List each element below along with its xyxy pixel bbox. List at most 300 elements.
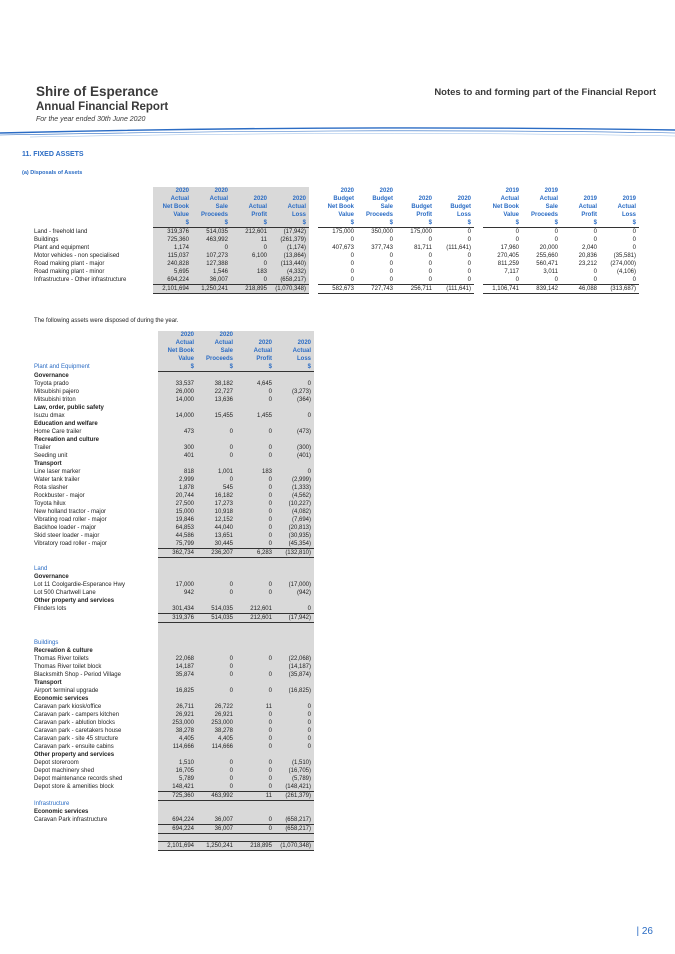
detail-row-label: Blacksmith Shop - Period Village — [34, 671, 121, 678]
detail-row-label: Depot store & amenities block — [34, 783, 114, 790]
detail-value-cell: 44,040 — [197, 524, 236, 532]
detail-value-cell: 0 — [197, 783, 236, 792]
detail-subcategory-row — [34, 404, 314, 412]
summary-header-cell: Actual — [578, 204, 597, 210]
report-title: Shire of Esperance — [36, 84, 159, 99]
detail-value-cell: (4,082) — [275, 508, 314, 516]
detail-spacer-row — [34, 623, 314, 631]
detail-row — [34, 663, 314, 671]
detail-value-cell: 0 — [236, 719, 275, 727]
detail-row-label: Backhoe loader - major — [34, 524, 97, 531]
detail-category-label: Land — [34, 566, 48, 572]
detail-subcategory-row — [34, 420, 314, 428]
summary-value-cell: (17,942) — [270, 228, 309, 237]
detail-empty-cell — [236, 679, 275, 687]
detail-row-label: Vibratory road roller - major — [34, 540, 107, 547]
summary-value-cell: 0 — [389, 253, 393, 259]
detail-empty-cell — [236, 597, 275, 605]
summary-value-cell: 0 — [554, 237, 558, 243]
detail-row-label: Depot machinery shed — [34, 767, 95, 774]
summary-header-row — [34, 187, 639, 195]
detail-subtotal-cell: 236,207 — [197, 548, 236, 557]
summary-header-cell: 2020 — [340, 188, 354, 194]
detail-spacer-cell — [197, 623, 236, 631]
column-gap — [309, 228, 318, 237]
column-gap — [309, 219, 318, 228]
column-gap — [474, 260, 483, 268]
detail-value-cell: 114,666 — [197, 743, 236, 751]
detail-value-cell: 1,878 — [158, 484, 197, 492]
detail-value-cell: 0 — [236, 500, 275, 508]
detail-header-cell — [275, 331, 314, 339]
detail-row-label: Lot 11 Coolgardie-Esperance Hwy — [34, 582, 125, 588]
detail-empty-cell — [158, 647, 197, 655]
detail-row — [34, 581, 314, 589]
summary-value-cell: (1,174) — [270, 244, 309, 252]
detail-row-label: Toyota hilux — [34, 500, 66, 507]
detail-empty-cell — [236, 751, 275, 759]
detail-subtotal-row — [34, 548, 314, 557]
detail-spacer-cell — [275, 631, 314, 639]
detail-subtotal-cell: 725,360 — [158, 791, 197, 800]
summary-value-cell: (13,864) — [270, 252, 309, 260]
summary-value-cell: 0 — [350, 261, 354, 267]
summary-value-cell: 256,711 — [396, 285, 435, 294]
summary-header-cell: Actual — [192, 195, 231, 203]
detail-header-cell: 2020 — [236, 339, 275, 347]
detail-value-cell: 0 — [236, 476, 275, 484]
detail-empty-cell — [158, 420, 197, 428]
report-subtitle: Annual Financial Report — [36, 101, 169, 113]
detail-header-cell: Actual — [275, 347, 314, 355]
detail-header-cell — [236, 331, 275, 339]
summary-unit-cell: $ — [318, 219, 357, 228]
detail-subtotal-cell: 36,007 — [197, 825, 236, 834]
detail-value-cell: (2,999) — [275, 476, 314, 484]
detail-value-cell: 0 — [236, 759, 275, 767]
detail-row — [34, 468, 314, 476]
detail-value-cell: 14,000 — [158, 396, 197, 404]
detail-value-cell: 0 — [275, 380, 314, 388]
detail-value-cell: 26,921 — [197, 711, 236, 719]
detail-value-cell: 0 — [197, 759, 236, 767]
detail-empty-cell — [197, 436, 236, 444]
detail-value-cell: 38,182 — [197, 380, 236, 388]
detail-subcategory-label: Economic services — [34, 809, 89, 815]
detail-spacer-cell — [236, 834, 275, 842]
detail-spacer-cell — [158, 623, 197, 631]
detail-value-cell: 10,918 — [197, 508, 236, 516]
summary-value-cell: 46,088 — [561, 285, 600, 294]
summary-unit-cell: $ — [435, 219, 474, 228]
summary-header-cell: Value — [338, 212, 354, 218]
summary-header-blank — [34, 195, 153, 203]
detail-value-cell: 0 — [275, 703, 314, 711]
column-gap — [309, 285, 318, 294]
detail-value-cell: 2,999 — [158, 476, 197, 484]
column-gap — [474, 285, 483, 294]
summary-value-cell: 270,405 — [497, 253, 519, 259]
detail-spacer-cell — [236, 623, 275, 631]
detail-value-cell: 0 — [236, 484, 275, 492]
detail-empty-cell — [158, 573, 197, 581]
detail-row-label: Home Care trailer — [34, 428, 82, 435]
detail-header-row — [34, 355, 314, 363]
detail-value-cell: 473 — [158, 428, 197, 436]
section-subtitle: (a) Disposals of Assets — [22, 170, 83, 176]
detail-value-cell: 15,455 — [197, 412, 236, 420]
detail-value-cell: (1,510) — [275, 759, 314, 767]
summary-value-cell: 3,011 — [543, 269, 558, 275]
detail-spacer-row — [34, 834, 314, 842]
summary-header-cell: 2020 — [457, 196, 471, 202]
detail-header-cell: Actual — [158, 339, 197, 347]
detail-empty-cell — [275, 808, 314, 816]
summary-value-cell: 560,471 — [536, 261, 558, 267]
detail-empty-cell — [197, 404, 236, 412]
detail-spacer-cell — [34, 557, 158, 565]
detail-empty-cell — [158, 404, 197, 412]
summary-value-cell: 0 — [515, 229, 519, 235]
detail-value-cell: (3,273) — [275, 388, 314, 396]
column-gap — [474, 203, 483, 211]
summary-header-cell — [600, 187, 639, 195]
summary-header-cell: Proceeds — [192, 211, 231, 219]
summary-value-cell: 0 — [428, 261, 432, 267]
detail-value-cell: 4,405 — [197, 735, 236, 743]
detail-row-label: Vibrating road roller - major — [34, 516, 107, 523]
detail-value-cell: (942) — [275, 589, 314, 597]
detail-value-cell: (473) — [275, 428, 314, 436]
summary-value-cell: 0 — [428, 277, 432, 283]
detail-value-cell: 545 — [197, 484, 236, 492]
summary-value-cell: 0 — [350, 277, 354, 283]
detail-value-cell: 114,666 — [158, 743, 197, 751]
detail-spacer-cell — [197, 557, 236, 565]
summary-value-cell: 0 — [593, 269, 597, 275]
summary-row-label: Infrastructure - Other infrastructure — [34, 277, 127, 284]
summary-header-cell — [435, 187, 474, 195]
detail-header-blank — [34, 331, 158, 339]
detail-value-cell: 0 — [236, 589, 275, 597]
detail-subtotal-cell: 463,992 — [197, 791, 236, 800]
detail-subtotal-row — [34, 825, 314, 834]
detail-spacer-cell — [34, 834, 158, 842]
detail-value-cell: (35,874) — [275, 671, 314, 679]
detail-row — [34, 412, 314, 420]
summary-header-cell — [231, 187, 270, 195]
detail-category-label: Infrastructure — [34, 801, 70, 807]
detail-row — [34, 500, 314, 508]
summary-value-cell: 212,601 — [231, 228, 270, 237]
summary-value-cell: 7,117 — [504, 269, 519, 275]
summary-value-cell: 183 — [231, 268, 270, 276]
summary-unit-cell: $ — [153, 219, 192, 228]
summary-value-cell: 0 — [389, 261, 393, 267]
detail-subcategory-row — [34, 808, 314, 816]
detail-value-cell: 16,825 — [158, 687, 197, 695]
summary-header-row — [34, 203, 639, 211]
detail-header-cell: Profit — [236, 355, 275, 363]
summary-unit-blank — [34, 219, 153, 228]
summary-value-cell: 725,360 — [153, 236, 192, 244]
summary-value-cell: 0 — [389, 237, 393, 243]
summary-value-cell: 1,250,241 — [192, 285, 231, 294]
detail-subtotal-blank — [34, 825, 158, 834]
detail-row — [34, 516, 314, 524]
detail-value-cell: 20,744 — [158, 492, 197, 500]
detail-value-cell: 0 — [236, 775, 275, 783]
detail-value-cell: 1,455 — [236, 412, 275, 420]
detail-value-cell: 0 — [275, 605, 314, 614]
detail-value-cell: 0 — [236, 743, 275, 751]
detail-subtotal-blank — [34, 791, 158, 800]
summary-value-cell: (1,070,348) — [270, 285, 309, 294]
detail-value-cell: (14,187) — [275, 663, 314, 671]
summary-row-label — [34, 285, 153, 294]
detail-header-row — [34, 347, 314, 355]
detail-value-cell: (10,227) — [275, 500, 314, 508]
summary-value-cell: 463,992 — [192, 236, 231, 244]
summary-value-cell: 20,836 — [578, 253, 597, 259]
detail-value-cell: 0 — [197, 428, 236, 436]
detail-grand-total-blank — [34, 842, 158, 851]
detail-row — [34, 727, 314, 735]
detail-subcategory-row — [34, 679, 314, 687]
detail-empty-cell — [158, 372, 197, 380]
detail-empty-cell — [236, 800, 275, 808]
detail-empty-cell — [197, 647, 236, 655]
detail-subcategory-label: Transport — [34, 460, 62, 467]
detail-value-cell: 0 — [236, 396, 275, 404]
detail-empty-cell — [236, 695, 275, 703]
summary-row — [34, 236, 639, 244]
summary-header-cell: Profit — [416, 212, 432, 218]
detail-empty-cell — [158, 639, 197, 647]
summary-header-cell: Loss — [270, 211, 309, 219]
detail-row-label: Caravan park - ablution blocks — [34, 719, 116, 726]
detail-value-cell: 818 — [158, 468, 197, 476]
detail-value-cell: 942 — [158, 589, 197, 597]
summary-header-blank — [34, 187, 153, 195]
summary-value-cell: 0 — [231, 260, 270, 268]
detail-value-cell: 12,152 — [197, 516, 236, 524]
summary-value-cell: 0 — [350, 269, 354, 275]
detail-row — [34, 719, 314, 727]
detail-value-cell: 30,445 — [197, 540, 236, 549]
detail-row-label: Caravan park - site 45 structure — [34, 735, 119, 742]
summary-row-label: Motor vehicles - non specialised — [34, 253, 120, 259]
detail-value-cell: 0 — [275, 735, 314, 743]
detail-subtotal-blank — [34, 548, 158, 557]
summary-value-cell: 694,224 — [153, 276, 192, 285]
summary-row-label: Buildings — [34, 237, 59, 243]
summary-unit-cell: $ — [522, 219, 561, 228]
detail-value-cell: (20,813) — [275, 524, 314, 532]
detail-grand-total-cell: (1,070,348) — [275, 842, 314, 851]
summary-unit-row — [34, 219, 639, 228]
summary-header-cell: Budget — [333, 196, 354, 202]
detail-value-cell: 36,007 — [197, 816, 236, 825]
summary-value-cell: 127,388 — [192, 260, 231, 268]
summary-value-cell: 0 — [632, 277, 636, 283]
summary-row-label: Plant and equipment — [34, 245, 90, 251]
detail-unit-cell: $ — [197, 363, 236, 372]
column-gap — [309, 244, 318, 252]
summary-value-cell: 2,101,694 — [153, 285, 192, 294]
detail-value-cell: 1,001 — [197, 468, 236, 476]
summary-value-cell: 0 — [467, 277, 471, 283]
detail-subtotal-cell: (132,810) — [275, 548, 314, 557]
summary-value-cell: 0 — [467, 237, 471, 243]
summary-value-cell: 727,743 — [357, 285, 396, 294]
detail-value-cell: (401) — [275, 452, 314, 460]
detail-value-cell: (16,825) — [275, 687, 314, 695]
detail-header-cell: Actual — [197, 339, 236, 347]
detail-grand-total-cell: 1,250,241 — [197, 842, 236, 851]
detail-subtotal-blank — [34, 614, 158, 623]
detail-spacer-cell — [275, 623, 314, 631]
detail-value-cell: 0 — [236, 428, 275, 436]
summary-value-cell: 11 — [231, 236, 270, 244]
detail-value-cell: 4,405 — [158, 735, 197, 743]
detail-row-label: Caravan park - caretakers house — [34, 727, 122, 734]
detail-unit-cell: $ — [158, 363, 197, 372]
summary-value-cell: 0 — [428, 237, 432, 243]
column-gap — [474, 276, 483, 285]
detail-row-label: Caravan park - ensuite cabins — [34, 743, 114, 750]
detail-row-label: Caravan park - campers kitchen — [34, 711, 120, 718]
summary-value-cell: 23,212 — [578, 261, 597, 267]
summary-value-cell: 5,695 — [153, 268, 192, 276]
column-gap — [474, 268, 483, 276]
detail-empty-cell — [275, 436, 314, 444]
detail-empty-cell — [236, 420, 275, 428]
summary-header-cell: 2020 — [153, 187, 192, 195]
detail-empty-cell — [275, 695, 314, 703]
detail-empty-cell — [158, 679, 197, 687]
detail-empty-cell — [197, 597, 236, 605]
summary-value-cell: 0 — [389, 277, 393, 283]
summary-header-cell: Profit — [581, 212, 597, 218]
summary-header-cell: Net Book — [327, 204, 354, 210]
detail-subcategory-row — [34, 597, 314, 605]
summary-header-cell: 2020 — [192, 187, 231, 195]
column-gap — [309, 260, 318, 268]
column-gap — [474, 228, 483, 237]
detail-subcategory-label: Economic services — [34, 695, 89, 702]
summary-value-cell: (35,581) — [613, 253, 636, 259]
summary-header-cell: 2020 — [418, 196, 432, 202]
summary-row-label: Road making plant - major — [34, 261, 105, 267]
column-gap — [474, 187, 483, 195]
detail-value-cell: 11 — [236, 703, 275, 711]
summary-header-cell: Budget — [450, 204, 471, 210]
detail-spacer-cell — [34, 631, 158, 639]
detail-value-cell: 0 — [197, 589, 236, 597]
detail-value-cell: 26,711 — [158, 703, 197, 711]
detail-subcategory-label: Recreation and culture — [34, 436, 100, 443]
summary-value-cell: 0 — [515, 277, 519, 283]
detail-value-cell: (658,217) — [275, 816, 314, 825]
detail-value-cell: (1,333) — [275, 484, 314, 492]
detail-empty-cell — [236, 565, 275, 573]
detail-subtotal-cell: 319,376 — [158, 614, 197, 623]
detail-row — [34, 605, 314, 614]
disposals-summary-table — [34, 187, 639, 294]
summary-value-cell: 0 — [389, 269, 393, 275]
summary-header-cell: Loss — [621, 212, 636, 218]
summary-header-cell — [561, 187, 600, 195]
summary-unit-cell: $ — [270, 219, 309, 228]
detail-row-label: Mitsubishi pajero — [34, 388, 80, 395]
column-gap — [474, 252, 483, 260]
detail-empty-cell — [197, 639, 236, 647]
detail-row-label: Seeding unit — [34, 452, 68, 459]
summary-value-cell: 0 — [632, 245, 636, 251]
summary-header-cell: Net Book — [492, 204, 519, 210]
summary-value-cell: 1,106,741 — [483, 285, 522, 294]
summary-row — [34, 268, 639, 276]
detail-empty-cell — [236, 372, 275, 380]
detail-value-cell — [236, 663, 275, 671]
detail-value-cell: 0 — [197, 581, 236, 589]
detail-row — [34, 767, 314, 775]
detail-subtotal-row — [34, 614, 314, 623]
detail-value-cell: 0 — [236, 492, 275, 500]
column-gap — [309, 195, 318, 203]
detail-spacer-cell — [197, 631, 236, 639]
detail-value-cell: 75,799 — [158, 540, 197, 549]
detail-empty-cell — [275, 420, 314, 428]
detail-value-cell: 0 — [275, 711, 314, 719]
summary-header-cell: Actual — [270, 203, 309, 211]
detail-row — [34, 589, 314, 597]
column-gap — [474, 211, 483, 219]
detail-spacer-cell — [275, 557, 314, 565]
detail-row-label: Airport terminal upgrade — [34, 687, 99, 694]
detail-empty-cell — [236, 808, 275, 816]
detail-subcategory-label: Education and welfare — [34, 420, 98, 427]
detail-subcategory-label: Other property and services — [34, 598, 115, 604]
detail-value-cell: 38,278 — [197, 727, 236, 735]
detail-value-cell: 0 — [275, 719, 314, 727]
summary-value-cell: 0 — [593, 237, 597, 243]
detail-empty-cell — [275, 800, 314, 808]
page-number-value: 26 — [641, 926, 653, 937]
detail-row-label: Trailer — [34, 444, 51, 451]
detail-empty-cell — [236, 647, 275, 655]
detail-row — [34, 775, 314, 783]
detail-subcategory-row — [34, 751, 314, 759]
summary-value-cell: 0 — [231, 276, 270, 285]
detail-row — [34, 452, 314, 460]
summary-value-cell: 0 — [593, 229, 597, 235]
detail-row — [34, 687, 314, 695]
detail-row — [34, 671, 314, 679]
detail-empty-cell — [275, 639, 314, 647]
summary-header-cell: Actual — [539, 196, 558, 202]
detail-category-row — [34, 363, 314, 372]
detail-subtotal-row — [34, 791, 314, 800]
summary-value-cell: 0 — [231, 244, 270, 252]
detail-subcategory-label: Other property and services — [34, 751, 115, 758]
column-gap — [309, 252, 318, 260]
summary-unit-cell: $ — [192, 219, 231, 228]
summary-value-cell: 0 — [467, 253, 471, 259]
summary-header-cell: 2019 — [544, 188, 558, 194]
detail-value-cell: (300) — [275, 444, 314, 452]
